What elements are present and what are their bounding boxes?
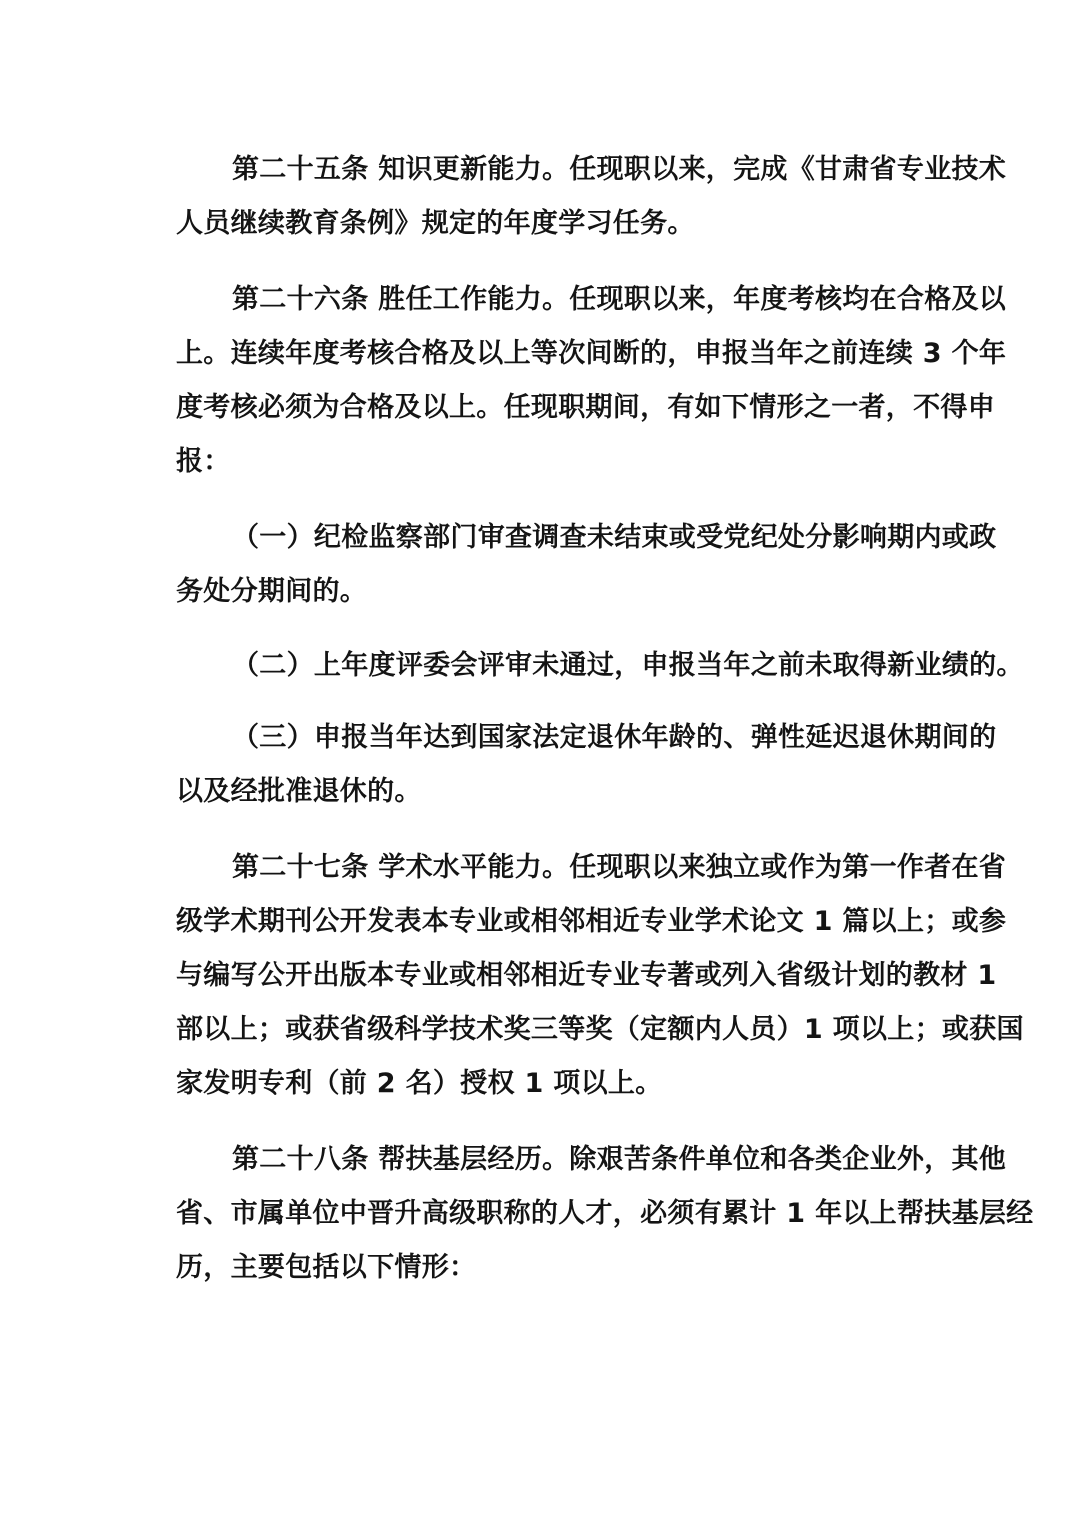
document-page (176, 143, 1034, 1295)
article-26-line-1: 第二十六条 胜任工作能力。任现职以来，年度考核均在合格及以 (232, 284, 1007, 315)
article-26 (176, 273, 1007, 489)
article-28-line-3: 历，主要包括以下情形： (176, 1252, 477, 1283)
article-28 (176, 1133, 1034, 1295)
article-25-line-2: 人员继续教育条例》规定的年度学习任务。 (176, 208, 695, 239)
article-27-line-3: 与编写公开出版本专业或相邻相近专业专著或列入省级计划的教材 1 (176, 960, 997, 991)
item-3-line-1: （三）申报当年达到国家法定退休年龄的、弹性延迟退休期间的 (232, 722, 997, 753)
article-27-line-2: 级学术期刊公开发表本专业或相邻相近专业学术论文 1 篇以上；或参 (176, 906, 1007, 937)
article-26-line-4: 报： (176, 446, 231, 477)
article-27-line-1: 第二十七条 学术水平能力。任现职以来独立或作为第一作者在省 (232, 852, 1007, 883)
article-28-line-1: 第二十八条 帮扶基层经历。除艰苦条件单位和各类企业外，其他 (232, 1144, 1007, 1175)
article-26-line-2: 上。连续年度考核合格及以上等次间断的，申报当年之前连续 3 个年 (176, 338, 1007, 369)
item-1-line-1: （一）纪检监察部门审查调查未结束或受党纪处分影响期内或政 (232, 522, 997, 553)
item-1 (176, 511, 997, 619)
item-2-line-1: （二）上年度评委会评审未通过，申报当年之前未取得新业绩的。 (232, 650, 1024, 681)
article-27-line-4: 部以上；或获省级科学技术奖三等奖（定额内人员）1 项以上；或获国 (176, 1014, 1024, 1045)
article-26-line-3: 度考核必须为合格及以上。任现职期间，有如下情形之一者，不得申 (176, 392, 995, 423)
item-3 (176, 711, 997, 819)
article-25-line-1: 第二十五条 知识更新能力。任现职以来，完成《甘肃省专业技术 (232, 154, 1007, 185)
article-27 (176, 841, 1024, 1111)
item-2 (176, 639, 1024, 693)
item-1-line-2: 务处分期间的。 (176, 576, 368, 607)
article-25 (176, 143, 1007, 251)
article-27-line-5: 家发明专利（前 2 名）授权 1 项以上。 (176, 1068, 663, 1099)
article-28-line-2: 省、市属单位中晋升高级职称的人才，必须有累计 1 年以上帮扶基层经 (176, 1198, 1034, 1229)
item-3-line-2: 以及经批准退休的。 (176, 776, 422, 807)
